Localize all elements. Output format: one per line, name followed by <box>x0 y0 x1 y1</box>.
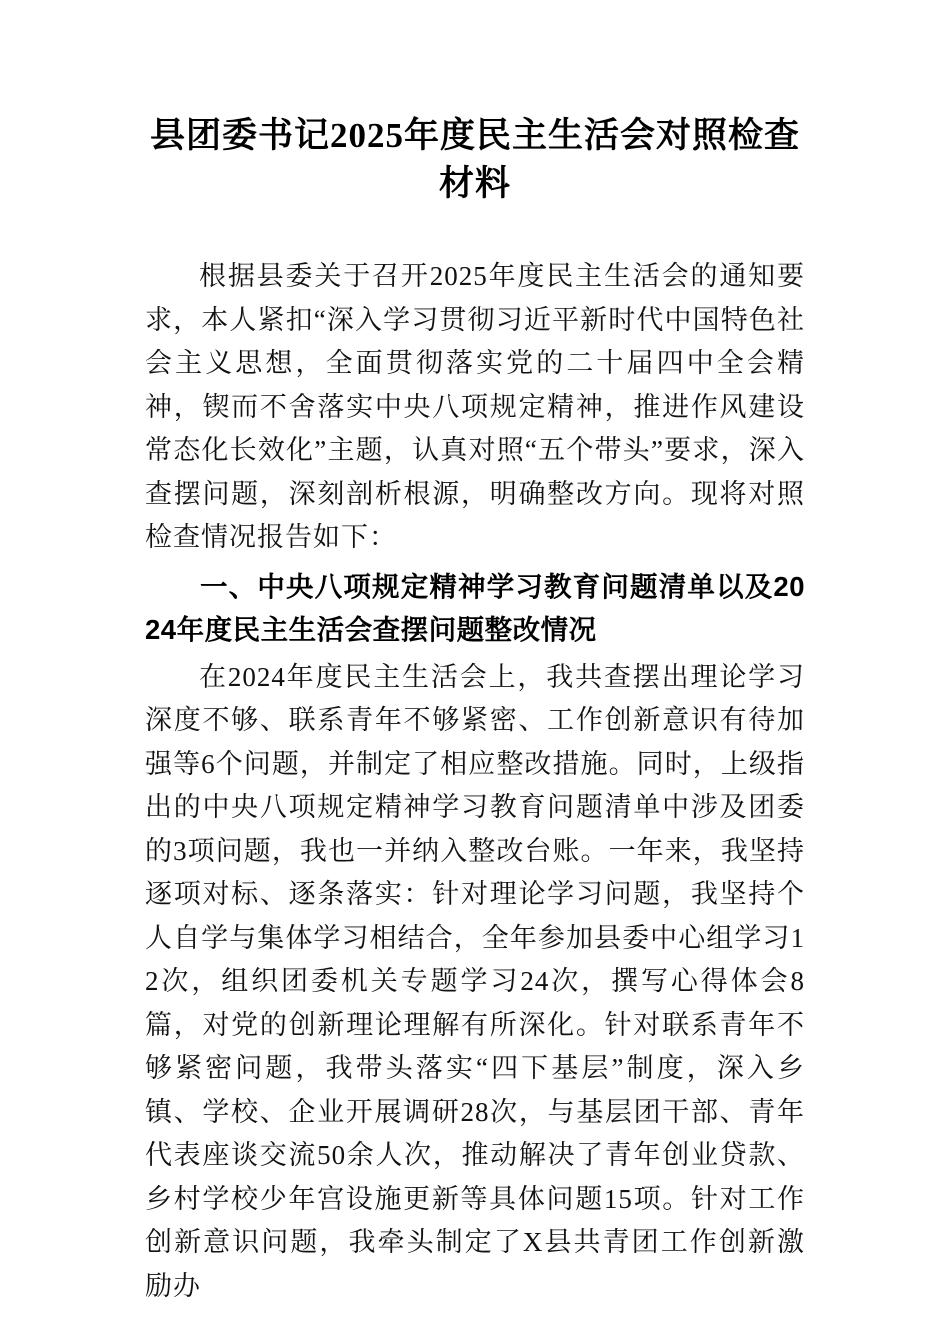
document-title-line-1: 县团委书记2025年度民主生活会对照检查 <box>149 116 800 155</box>
section-heading-1: 一、中央八项规定精神学习教育问题清单以及2024年度民主生活会查摆问题整改情况 <box>145 570 805 645</box>
paragraph-section-1-body: 在2024年度民主生活会上，我共查摆出理论学习深度不够、联系青年不够紧密、工作创新意识有待加强等6个问题，并制定了相应整改措施。同时，上级指出的中央八项规定精神学习教育问题清单中涉及团委的3项问题，我也一并纳入整改台账。一年来，我坚持逐项对标、逐条落实：针对理论学习问题，我坚持个人自学与集体学习相结合，全年参加县委中心组学习12次，组织团委机关专题学习24次，撰写心得体会8篇，对党的创新理论理解有所深化。针对联系青年不够紧密问题，我带头落实“四下基层”制度，深入乡镇、学校、企业开展调研28次，与基层团干部、青年代表座谈交流50余人次，推动解决了青年创业贷款、乡村学校少年宫设施更新等具体问题15项。针对工作创新意识问题，我牵头制定了X县共青团工作创新激励办 <box>145 661 805 1301</box>
document-title-line-2: 材料 <box>438 164 511 203</box>
document-title <box>145 112 805 208</box>
paragraph-intro: 根据县委关于召开2025年度民主生活会的通知要求，本人紧扣“深入学习贯彻习近平新时代中国特色社会主义思想，全面贯彻落实党的二十届四中全会精神，锲而不舍落实中央八项规定精神，推进作风建设常态化长效化”主题，认真对照“五个带头”要求，深入查摆问题，深刻剖析根源，明确整改方向。现将对照检查情况报告如下： <box>145 261 805 552</box>
